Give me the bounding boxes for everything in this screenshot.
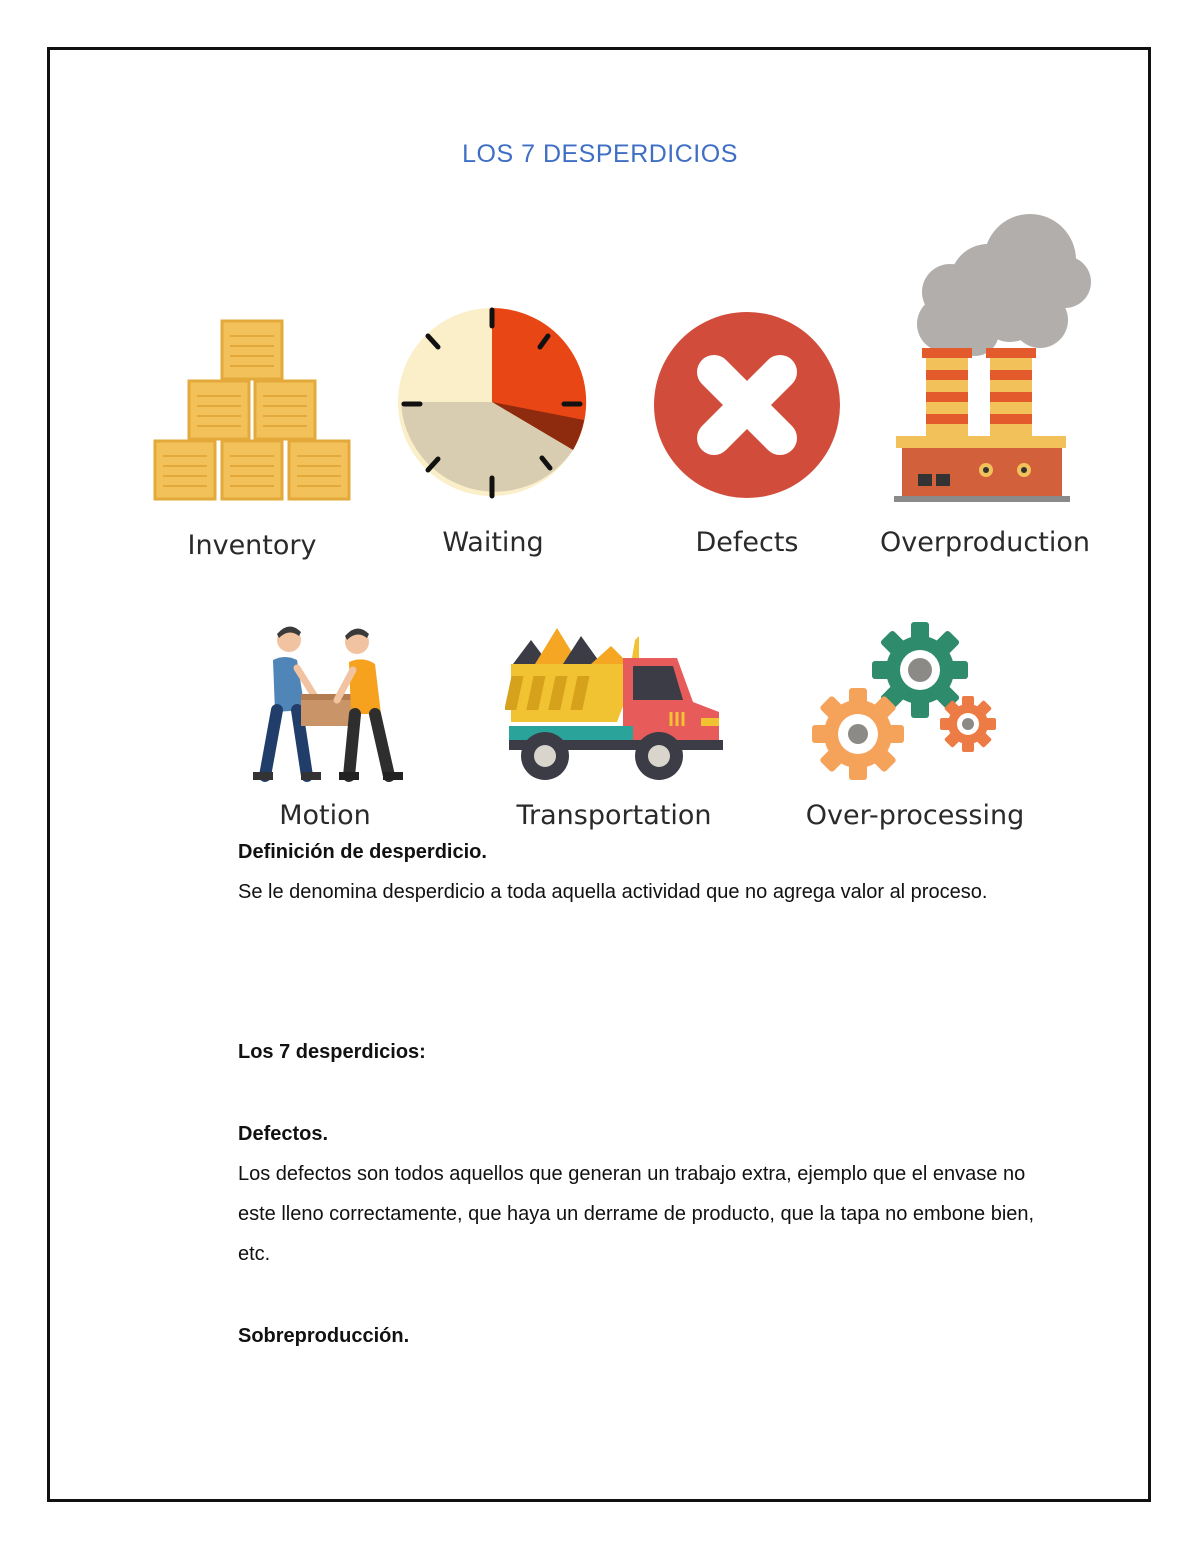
factory-smoke-icon: [890, 212, 1094, 504]
x-circle-icon: [652, 310, 842, 500]
definition-heading: Definición de desperdicio.: [238, 841, 487, 863]
waste-label-motion: Motion: [279, 800, 371, 831]
dump-truck-icon: [505, 622, 723, 786]
waste-label-defects: Defects: [695, 527, 799, 558]
waste-label-overproduction: Overproduction: [880, 527, 1090, 558]
gears-icon: [810, 620, 1002, 784]
list-heading: [238, 1032, 1038, 1072]
definition-section: [238, 832, 1038, 912]
clock-icon: [398, 302, 588, 502]
people-carrying-box-icon: [245, 620, 405, 784]
waste-label-waiting: Waiting: [442, 527, 544, 558]
stacked-crates-icon: [150, 318, 354, 504]
waste-label-inventory: Inventory: [187, 530, 317, 561]
list-heading-text: Los 7 desperdicios:: [238, 1041, 426, 1063]
document-title: LOS 7 DESPERDICIOS: [462, 140, 738, 168]
defects-text: Los defectos son todos aquellos que generan un trabajo extra, ejemplo que el envase no este lleno correctamente, que haya un derrame de producto, que la tapa no embone bien, etc.: [238, 1163, 1035, 1265]
overproduction-heading: Sobreproducción.: [238, 1325, 410, 1347]
definition-text: Se le denomina desperdicio a toda aquella actividad que no agrega valor al proceso.: [238, 881, 988, 903]
waste-label-transportation: Transportation: [516, 800, 712, 831]
overproduction-section: [238, 1316, 1038, 1356]
defects-section: [238, 1114, 1038, 1274]
waste-label-over-processing: Over-processing: [805, 800, 1025, 831]
defects-heading: Defectos.: [238, 1123, 329, 1145]
